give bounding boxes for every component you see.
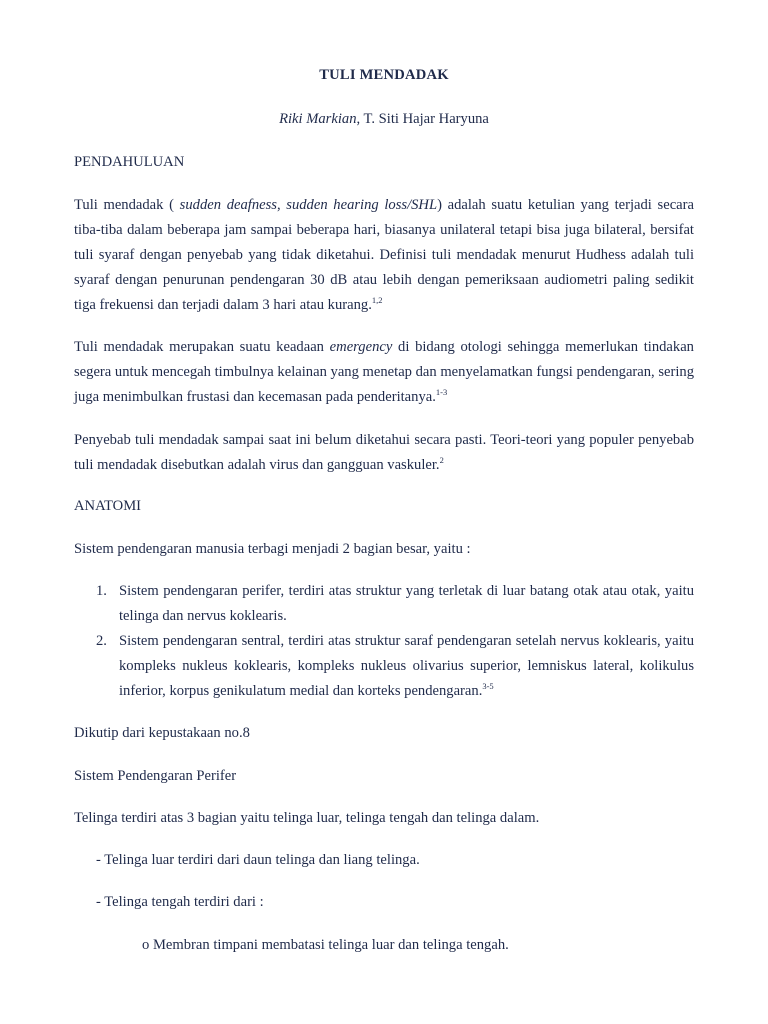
citation-ref: 3-5 [482, 681, 494, 691]
section-heading-anatomy: ANATOMI [74, 498, 142, 514]
p2-text-c: di bidang otologi sehingga memerlukan tindakan segera untuk mencegah timbulnya kelainan yang menetap dan menyelamatkan fungsi pendengaran, sering juga menimbulkan frustasi dan kecemasan pada penderitanya. [74, 339, 695, 405]
document-title: TULI MENDADAK [319, 67, 449, 83]
citation-ref: 1,2 [371, 295, 383, 305]
p1-text-e: ) adalah suatu ketulian yang terjadi secara tiba-tiba dalam beberapa jam sampai beberapa hari, biasanya unilateral tetapi bisa juga bilateral, bersifat tuli syaraf dengan penyebab yang tidak diketahui. Definisi tuli mendadak menurut Hudhess adalah tuli syaraf dengan penurunan pendengaran 30 dB atau lebih dengan pemeriksaan audiometri paling sedikit tiga frekuensi dan terjadi dalam 3 hari atau kurang. [74, 197, 694, 313]
sub-bullet-tympanic-membrane: o Membran timpani membatasi telinga luar dan telinga tengah. [142, 937, 509, 953]
list-item-text: Sistem pendengaran perifer, terdiri atas struktur yang terletak di luar batang otak atau otak, yaitu telinga dan nervus koklearis. [119, 583, 694, 624]
citation-ref: 1-3 [435, 387, 448, 397]
p1-term-sudden-deafness: sudden deafness [174, 197, 277, 213]
list-item [74, 579, 694, 629]
p1-text-c: , [276, 197, 287, 213]
p1-text-a: Tuli mendadak ( [74, 197, 174, 213]
citation-note: Dikutip dari kepustakaan no.8 [74, 725, 250, 741]
p1-term-shl: sudden hearing loss/SHL [286, 197, 438, 213]
subsection-heading: Sistem Pendengaran Perifer [74, 768, 237, 784]
intro-paragraph-2 [74, 335, 694, 410]
primary-author: Riki Markian [279, 111, 357, 127]
hearing-system-list [74, 579, 694, 704]
secondary-authors: T. Siti Hajar Haryuna [363, 111, 489, 127]
p2-text-a: Tuli mendadak merupakan suatu keadaan [74, 339, 330, 355]
list-item-number: 1. [96, 583, 107, 599]
list-item-text: Sistem pendengaran sentral, terdiri atas struktur saraf pendengaran setelah nervus koklearis, yaitu kompleks nukleus koklearis, kompleks nukleus olivarius superior, lemniskus lateral, kolikulus inferior, korpus genikulatum medial dan korteks pendengaran. [119, 633, 694, 699]
p3-text: Penyebab tuli mendadak sampai saat ini belum diketahui secara pasti. Teori-teori yang populer penyebab tuli mendadak disebutkan adalah virus dan gangguan vaskuler. [74, 432, 694, 473]
authors-line [0, 111, 768, 128]
citation-ref: 2 [439, 455, 444, 465]
p2-term-emergency: emergency [329, 339, 393, 355]
list-item [74, 629, 694, 704]
bullet-middle-ear: - Telinga tengah terdiri dari : [96, 894, 264, 910]
intro-paragraph-3 [74, 428, 694, 478]
intro-paragraph-1 [74, 193, 694, 318]
author-separator: , [356, 111, 364, 127]
anatomy-paragraph: Sistem pendengaran manusia terbagi menjadi 2 bagian besar, yaitu : [74, 541, 471, 557]
list-item-number: 2. [96, 633, 107, 649]
ear-parts-paragraph: Telinga terdiri atas 3 bagian yaitu telinga luar, telinga tengah dan telinga dalam. [74, 810, 540, 826]
bullet-outer-ear: - Telinga luar terdiri dari daun telinga dan liang telinga. [96, 852, 420, 868]
section-heading-intro: PENDAHULUAN [74, 154, 185, 170]
